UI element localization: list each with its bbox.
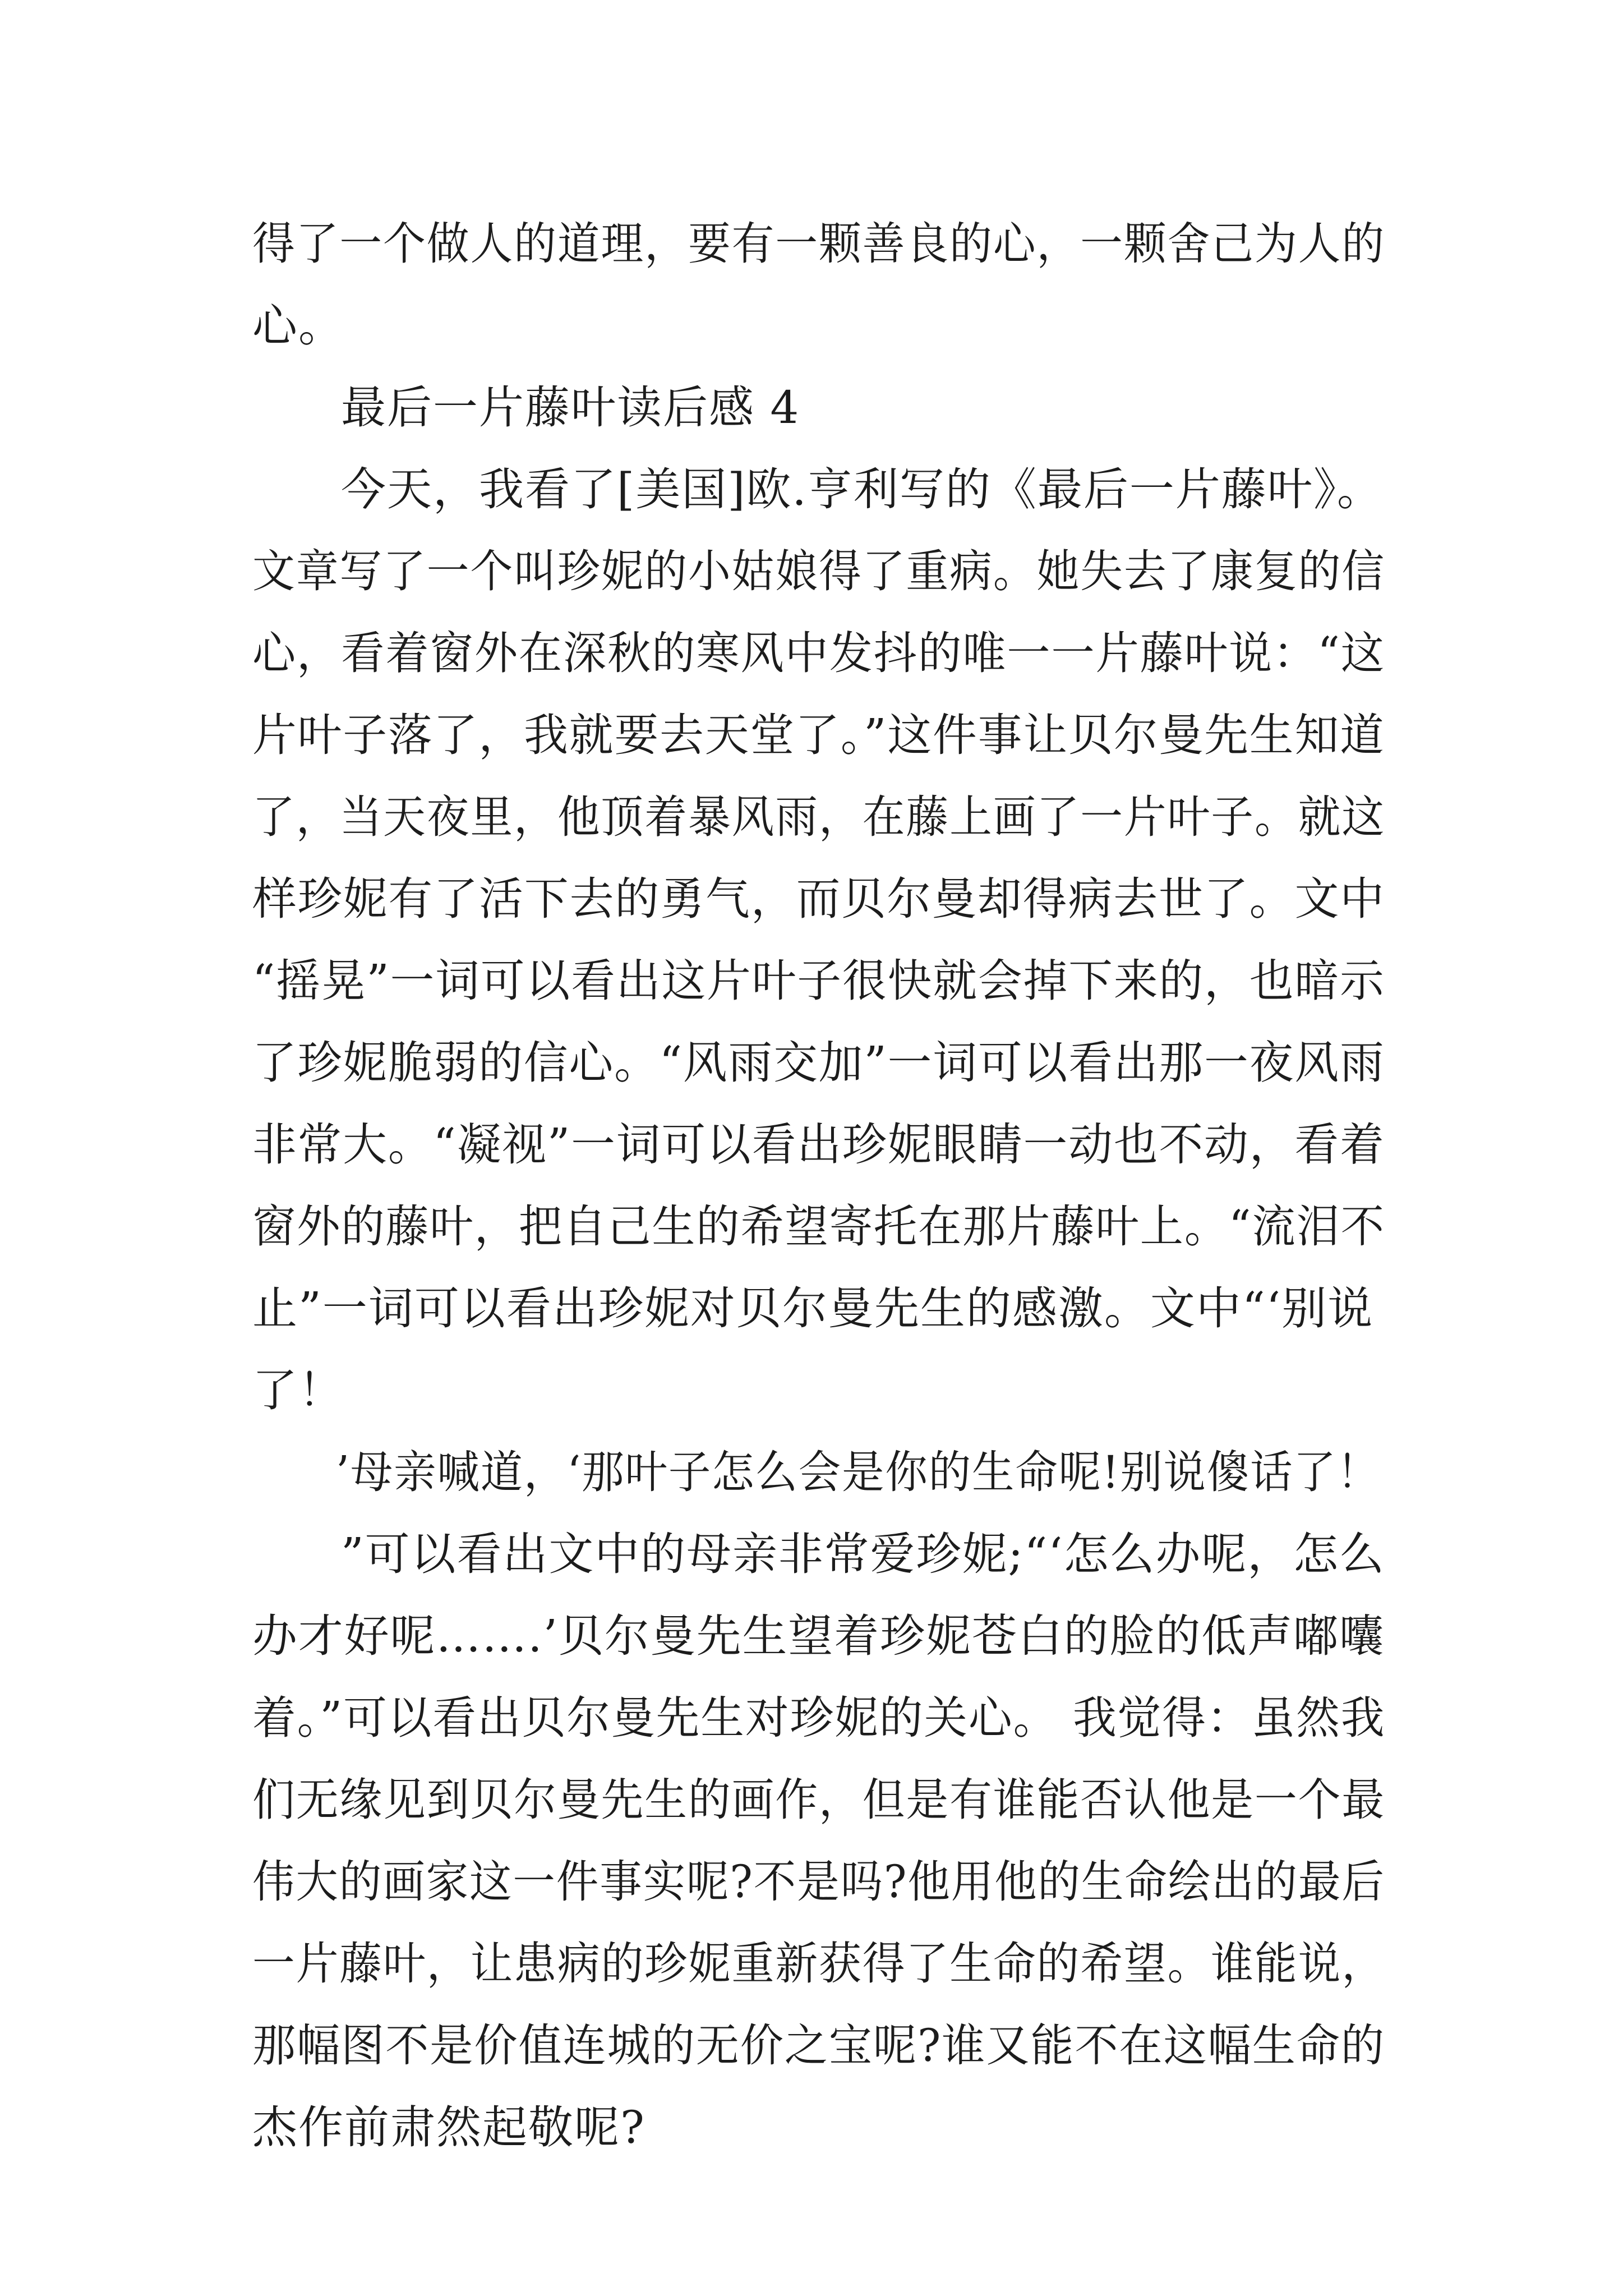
text-line: 了，当天夜里，他顶着暴风雨，在藤上画了一片叶子。就这: [252, 791, 1386, 843]
text-line: 了珍妮脆弱的信心。“风雨交加”一词可以看出那一夜风雨: [252, 1037, 1385, 1089]
text-line: 杰作前肃然起敬呢?: [252, 2101, 645, 2154]
text-line: 文章写了一个叫珍妮的小姑娘得了重病。她失去了康复的信: [252, 545, 1386, 597]
text-line: 得了一个做人的道理，要有一颗善良的心，一颗舍己为人的: [252, 218, 1386, 270]
text-line: 样珍妮有了活下去的勇气，而贝尔曼却得病去世了。文中: [252, 873, 1386, 925]
section-heading: 最后一片藤叶读后感 4: [341, 381, 800, 434]
text-line: 着。”可以看出贝尔曼先生对珍妮的关心。 我觉得：虽然我: [252, 1692, 1386, 1744]
text-line: 心，看着窗外在深秋的寒风中发抖的唯一一片藤叶说：“这: [252, 627, 1385, 679]
document-body: [252, 203, 1385, 2169]
text-line: “摇晃”一词可以看出这片叶子很快就会掉下来的，也暗示: [252, 955, 1385, 1007]
text-line: ’母亲喊道，‘那叶子怎么会是你的生命呢!别说傻话了！: [335, 1446, 1381, 1498]
text-line: 们无缘见到贝尔曼先生的画作，但是有谁能否认他是一个最: [252, 1774, 1386, 1826]
text-line: 片叶子落了，我就要去天堂了。”这件事让贝尔曼先生知道: [252, 709, 1385, 761]
text-line: 了！: [252, 1364, 344, 1416]
text-line: 今天，我看了[美国]欧.亨利写的《最后一片藤叶》。: [341, 463, 1383, 516]
text-line: 心。: [252, 300, 344, 352]
text-line: 伟大的画家这一件事实呢?不是吗?他用他的生命绘出的最后: [252, 1856, 1385, 1908]
text-line: 那幅图不是价值连城的无价之宝呢?谁又能不在这幅生命的: [252, 2019, 1385, 2072]
text-line: 止”一词可以看出珍妮对贝尔曼先生的感激。文中“‘别说: [252, 1282, 1374, 1335]
text-line: 非常大。“凝视”一词可以看出珍妮眼睛一动也不动，看着: [252, 1119, 1385, 1171]
text-line: 办才好呢…….’贝尔曼先生望着珍妮苍白的脸的低声嘟囔: [252, 1610, 1385, 1662]
text-line: ”可以看出文中的母亲非常爱珍妮;“‘怎么办呢，怎么: [340, 1528, 1385, 1580]
text-line: 窗外的藤叶，把自己生的希望寄托在那片藤叶上。“流泪不: [252, 1200, 1385, 1253]
text-line: 一片藤叶，让患病的珍妮重新获得了生命的希望。谁能说，: [252, 1938, 1386, 1990]
